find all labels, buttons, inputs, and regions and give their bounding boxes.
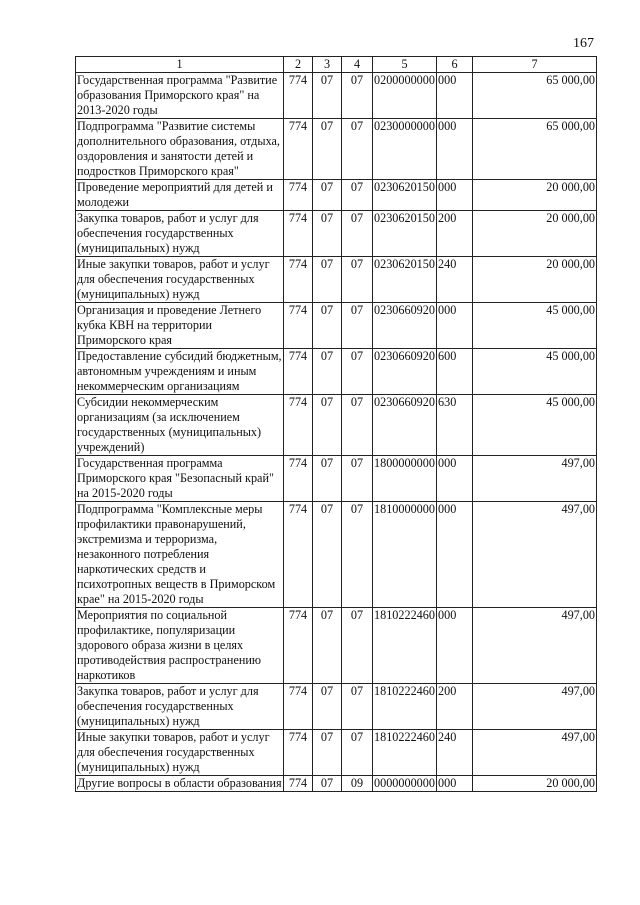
expense-type-cell: 200 <box>437 211 473 257</box>
column-header: 6 <box>437 57 473 73</box>
table-row <box>76 502 597 608</box>
row-name-cell: Другие вопросы в области образования <box>77 776 282 790</box>
subsection-cell: 07 <box>342 730 373 776</box>
table-row <box>76 730 597 776</box>
row-name-cell: Подпрограмма "Развитие системы дополнительного образования, отдыха, оздоровления и занятости детей и подростков Приморского края" <box>76 119 284 180</box>
target-article-cell: 0230620150 <box>373 180 437 211</box>
section-cell: 07 <box>313 303 342 349</box>
subsection-cell: 07 <box>342 211 373 257</box>
target-article-cell: 0230660920 <box>373 303 437 349</box>
target-article-cell: 0230660920 <box>373 395 437 456</box>
expense-type-cell: 630 <box>437 395 473 456</box>
expense-type-cell: 200 <box>437 684 473 730</box>
row-name-cell: Организация и проведение Летнего кубка КВН на территории Приморского края <box>76 303 284 349</box>
expense-type-cell: 000 <box>437 303 473 349</box>
target-article-cell: 0230620150 <box>373 211 437 257</box>
subsection-cell: 07 <box>342 257 373 303</box>
row-name-cell: Подпрограмма "Комплексные меры профилактики правонарушений, экстремизма и терроризма, незаконного потребления наркотических средств и психотропных веществ в Приморском крае" на 2015-2020 годы <box>76 502 284 608</box>
subsection-cell: 07 <box>342 456 373 502</box>
table-row <box>76 349 597 395</box>
target-article-cell: 0230000000 <box>373 119 437 180</box>
expense-type-cell: 000 <box>437 608 473 684</box>
ministry-code-cell: 774 <box>284 349 313 395</box>
section-cell: 07 <box>313 456 342 502</box>
table-row <box>76 257 597 303</box>
amount-cell: 45 000,00 <box>473 303 597 349</box>
section-cell: 07 <box>313 395 342 456</box>
ministry-code-cell: 774 <box>284 211 313 257</box>
row-name-cell: Мероприятия по социальной профилактике, популяризации здорового образа жизни в целях противодействия распространению наркотиков <box>76 608 284 684</box>
target-article-cell: 1810222460 <box>373 684 437 730</box>
section-cell: 07 <box>313 502 342 608</box>
ministry-code-cell: 774 <box>284 73 313 119</box>
expense-type-cell: 000 <box>437 456 473 502</box>
table-row <box>76 776 597 792</box>
subsection-cell: 07 <box>342 180 373 211</box>
target-article-cell: 1800000000 <box>373 456 437 502</box>
row-name-cell: Государственная программа "Развитие образования Приморского края" на 2013-2020 годы <box>76 73 284 119</box>
table-row <box>76 608 597 684</box>
ministry-code-cell: 774 <box>284 395 313 456</box>
ministry-code-cell: 774 <box>284 257 313 303</box>
table-header-row <box>76 57 597 73</box>
subsection-cell: 07 <box>342 684 373 730</box>
amount-cell: 20 000,00 <box>473 776 597 792</box>
target-article-cell: 0230620150 <box>373 257 437 303</box>
amount-cell: 497,00 <box>473 502 597 608</box>
target-article-cell: 0230660920 <box>373 349 437 395</box>
subsection-cell: 07 <box>342 608 373 684</box>
row-name-cell: Субсидии некоммерческим организациям (за исключением государственных (муниципальных) учреждений) <box>76 395 284 456</box>
table-row <box>76 73 597 119</box>
ministry-code-cell: 774 <box>284 456 313 502</box>
subsection-cell: 07 <box>342 349 373 395</box>
budget-table <box>75 56 597 792</box>
amount-cell: 20 000,00 <box>473 180 597 211</box>
expense-type-cell: 000 <box>437 73 473 119</box>
table-row <box>76 211 597 257</box>
subsection-cell: 09 <box>342 776 373 792</box>
section-cell: 07 <box>313 73 342 119</box>
row-name-cell: Закупка товаров, работ и услуг для обеспечения государственных (муниципальных) нужд <box>76 684 284 730</box>
column-header: 4 <box>342 57 373 73</box>
section-cell: 07 <box>313 776 342 792</box>
target-article-cell: 0200000000 <box>373 73 437 119</box>
amount-cell: 65 000,00 <box>473 119 597 180</box>
ministry-code-cell: 774 <box>284 303 313 349</box>
section-cell: 07 <box>313 608 342 684</box>
table-row <box>76 119 597 180</box>
expense-type-cell: 000 <box>437 502 473 608</box>
column-header: 2 <box>284 57 313 73</box>
row-name-cell: Закупка товаров, работ и услуг для обеспечения государственных (муниципальных) нужд <box>76 211 284 257</box>
amount-cell: 45 000,00 <box>473 349 597 395</box>
section-cell: 07 <box>313 211 342 257</box>
column-header: 5 <box>373 57 437 73</box>
expense-type-cell: 600 <box>437 349 473 395</box>
amount-cell: 20 000,00 <box>473 211 597 257</box>
ministry-code-cell: 774 <box>284 684 313 730</box>
section-cell: 07 <box>313 349 342 395</box>
ministry-code-cell: 774 <box>284 119 313 180</box>
amount-cell: 20 000,00 <box>473 257 597 303</box>
section-cell: 07 <box>313 730 342 776</box>
section-cell: 07 <box>313 180 342 211</box>
expense-type-cell: 240 <box>437 257 473 303</box>
target-article-cell: 1810000000 <box>373 502 437 608</box>
ministry-code-cell: 774 <box>284 730 313 776</box>
row-name-cell: Государственная программа Приморского края "Безопасный край" на 2015-2020 годы <box>76 456 284 502</box>
expense-type-cell: 000 <box>437 776 473 792</box>
amount-cell: 65 000,00 <box>473 73 597 119</box>
column-header: 3 <box>313 57 342 73</box>
subsection-cell: 07 <box>342 119 373 180</box>
row-name-cell: Проведение мероприятий для детей и молодежи <box>76 180 284 211</box>
ministry-code-cell: 774 <box>284 608 313 684</box>
expense-type-cell: 000 <box>437 119 473 180</box>
amount-cell: 45 000,00 <box>473 395 597 456</box>
ministry-code-cell: 774 <box>284 502 313 608</box>
table-row <box>76 395 597 456</box>
section-cell: 07 <box>313 684 342 730</box>
target-article-cell: 0000000000 <box>374 776 435 790</box>
row-name-cell: Иные закупки товаров, работ и услуг для обеспечения государственных (муниципальных) нужд <box>76 257 284 303</box>
expense-type-cell: 000 <box>437 180 473 211</box>
subsection-cell: 07 <box>342 502 373 608</box>
target-article-cell: 1810222460 <box>373 608 437 684</box>
amount-cell: 497,00 <box>473 684 597 730</box>
amount-cell: 497,00 <box>473 608 597 684</box>
table-row <box>76 456 597 502</box>
table-row <box>76 303 597 349</box>
amount-cell: 497,00 <box>473 730 597 776</box>
table-row <box>76 684 597 730</box>
column-header: 7 <box>473 57 597 73</box>
row-name-cell: Предоставление субсидий бюджетным, автономным учреждениям и иным некоммерческим организациям <box>77 349 282 393</box>
row-name-cell: Иные закупки товаров, работ и услуг для обеспечения государственных (муниципальных) нужд <box>76 730 284 776</box>
subsection-cell: 07 <box>342 303 373 349</box>
expense-type-cell: 240 <box>437 730 473 776</box>
column-header: 1 <box>76 57 284 73</box>
page-number: 167 <box>573 36 594 51</box>
ministry-code-cell: 774 <box>284 776 313 792</box>
section-cell: 07 <box>313 119 342 180</box>
table-row <box>76 180 597 211</box>
subsection-cell: 07 <box>342 73 373 119</box>
ministry-code-cell: 774 <box>284 180 313 211</box>
amount-cell: 497,00 <box>473 456 597 502</box>
section-cell: 07 <box>313 257 342 303</box>
target-article-cell: 1810222460 <box>373 730 437 776</box>
subsection-cell: 07 <box>342 395 373 456</box>
